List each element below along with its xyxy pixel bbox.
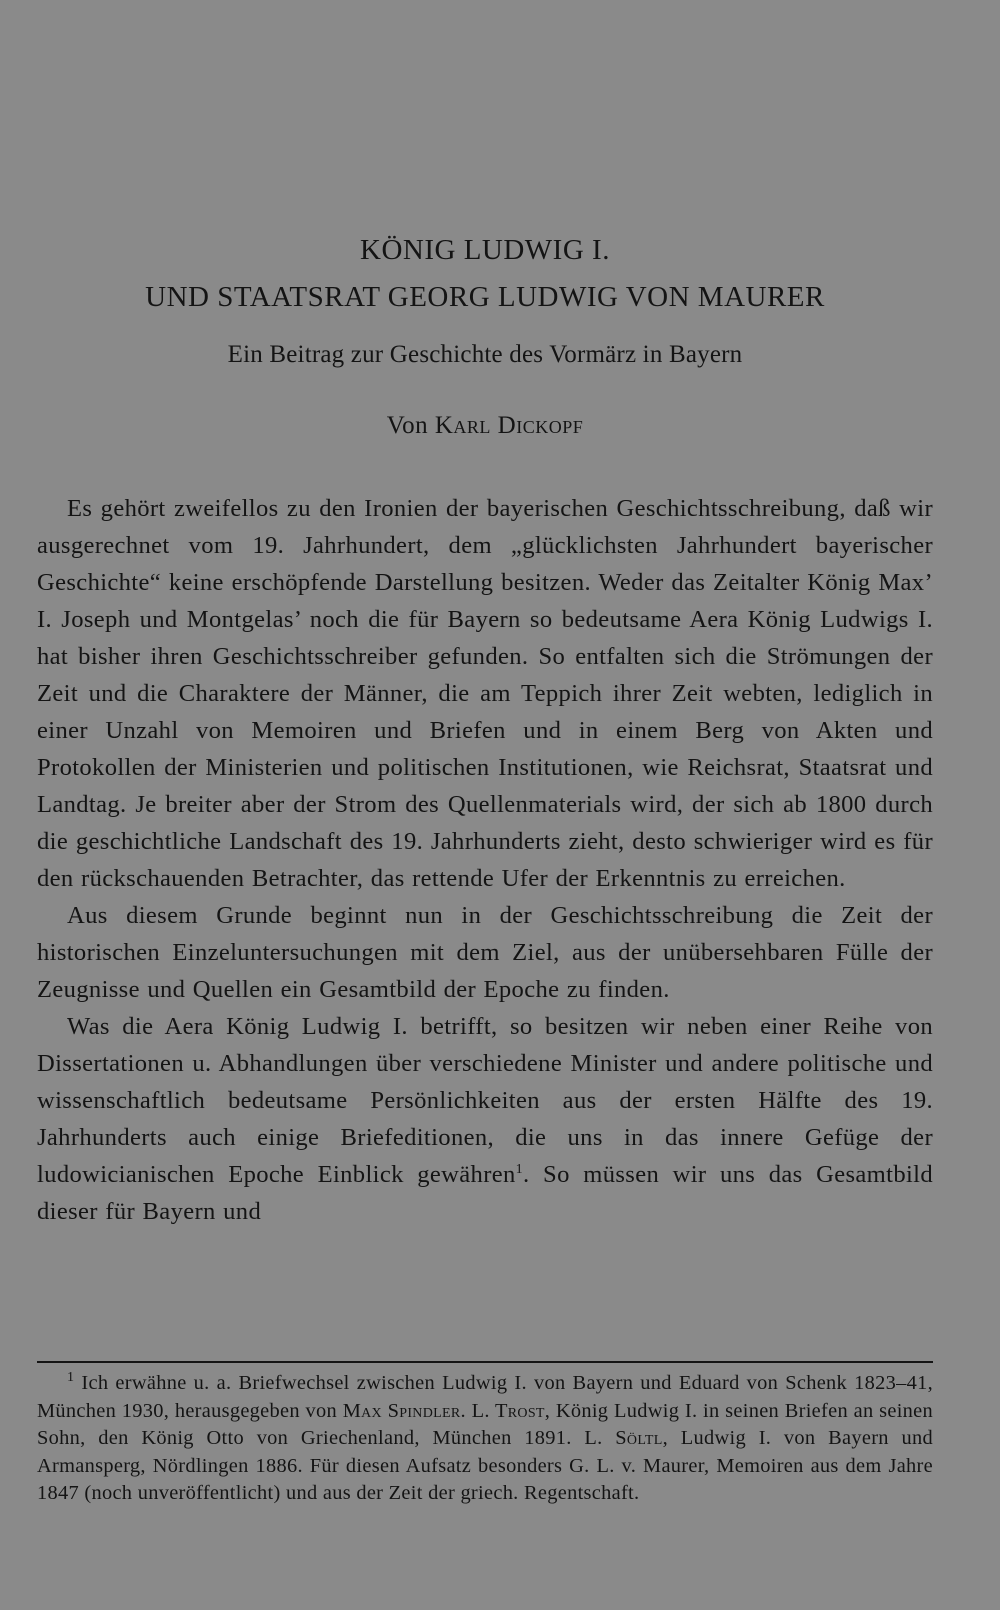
footnote-reference: 1 — [515, 1161, 524, 1177]
footnote — [37, 1370, 933, 1508]
title-line-1: KÖNIG LUDWIG I. — [360, 234, 610, 266]
paragraph-3-tail: . So müssen wir uns das Gesamtbild dieser für Bayern und — [37, 1161, 933, 1225]
body-text — [37, 490, 933, 1230]
author-prefix: Von — [386, 412, 435, 439]
subtitle: Ein Beitrag zur Geschichte des Vormärz in Bayern — [227, 341, 743, 368]
author-line — [37, 412, 933, 440]
paragraph-1: Es gehört zweifellos zu den Ironien der bayerischen Geschichtsschreibung, daß wir ausgerechnet vom 19. Jahrhundert, dem „glücklichsten Jahrhundert bayerischer Geschichte“ keine erschöpfende Darstellung besitzen. Weder das Zeitalter König Max’ I. Joseph und Montgelas’ noch die für Bayern so bedeutsame Aera König Ludwigs I. hat bisher ihren Geschichtsschreiber gefunden. So entfalten sich die Strömungen der Zeit und die Charaktere der Männer, die am Teppich ihrer Zeit webten, lediglich in einer Unzahl von Memoiren und Briefen und in einem Berg von Akten und Protokollen der Ministerien und politischen Institutionen, wie Reichsrat, Staatsrat und Landtag. Je breiter aber der Strom des Quellenmaterials wird, der sich ab 1800 durch die geschichtliche Landschaft des 19. Jahrhunderts zieht, desto schwieriger wird es für den rückschauenden Betrachter, das rettende Ufer der Erkenntnis zu erreichen. — [37, 495, 933, 892]
author-name: Karl Dickopf — [434, 412, 584, 439]
footnote-name-3: L. Söltl — [584, 1427, 663, 1449]
footnote-part-3: , König Ludwig I. in seinen Briefen an seinen Sohn, den König Otto von Griechenland, München 1891. — [37, 1399, 934, 1449]
document-page — [37, 0, 933, 1610]
footnote-part-4: , Ludwig I. von Bayern und Armansperg, Nördlingen 1886. Für diesen Aufsatz besonders G. L. v. Maurer, Memoiren aus dem Jahre 1847 (noch unveröffentlicht) und aus der Zeit der griech. Regentschaft. — [37, 1427, 934, 1504]
footnote-part-2: . — [460, 1399, 472, 1422]
paragraph-3 — [37, 1008, 933, 1230]
paragraph-3-text: Was die Aera König Ludwig I. betrifft, so besitzen wir neben einer Reihe von Dissertationen u. Abhandlungen über verschiedene Minister und andere politische und wissenschaftlich bedeutsame Persönlichkeiten aus der ersten Hälfte des 19. Jahrhunderts auch einige Briefeditionen, die uns in das innere Gefüge der ludowicianischen Epoche Einblick gewähren — [37, 1013, 933, 1188]
footnote-divider — [37, 1361, 933, 1363]
paragraph-2: Aus diesem Grunde beginnt nun in der Geschichtsschreibung die Zeit der historischen Einzeluntersuchungen mit dem Ziel, aus der unübersehbaren Fülle der Zeugnisse und Quellen ein Gesamtbild der Epoche zu finden. — [37, 902, 933, 1003]
footnote-name-1: Max Spindler — [342, 1399, 461, 1422]
footnote-part-1: Ich erwähne u. a. Briefwechsel zwischen Ludwig I. von Bayern und Eduard von Schenk 1823–41, München 1930, herausgegeben von — [37, 1372, 933, 1422]
footnote-mark: 1 — [67, 1370, 75, 1386]
title-line-2: UND STAATSRAT GEORG LUDWIG VON MAURER — [145, 281, 825, 313]
footnote-name-2: L. Trost — [471, 1399, 545, 1422]
